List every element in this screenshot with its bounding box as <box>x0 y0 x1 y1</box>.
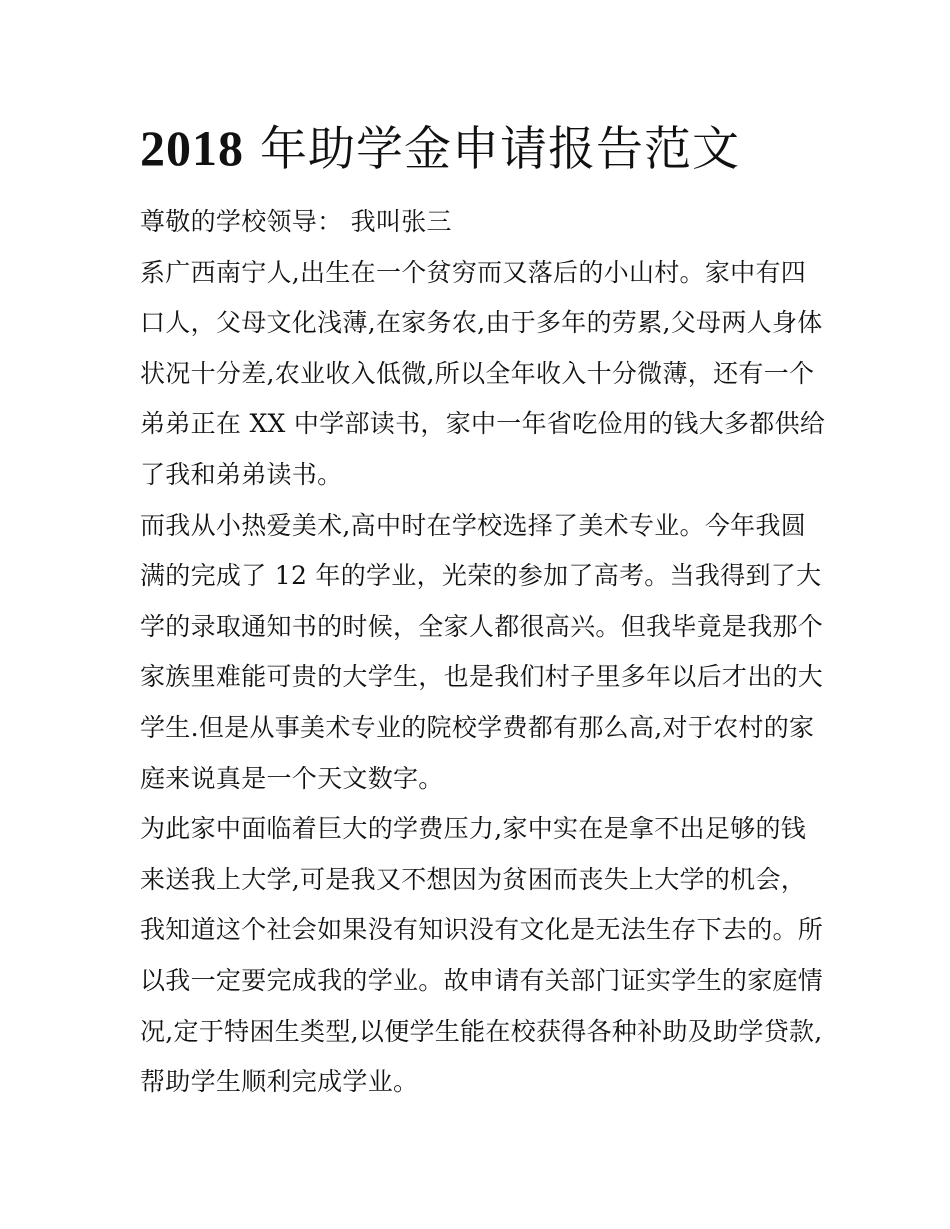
body-line: 状况十分差,农业收入低微,所以全年收入十分微薄，还有一个 <box>140 358 815 388</box>
body-line: 庭来说真是一个天文数字。 <box>140 763 444 793</box>
salutation-line: 尊敬的学校领导： 我叫张三 <box>140 207 452 236</box>
document-body <box>140 204 826 1115</box>
body-line: 学的录取通知书的时候，全家人都很高兴。但我毕竟是我那个 <box>140 611 824 641</box>
title-year: 2018 <box>140 120 244 176</box>
body-line: 满的完成了 12 年的学业，光荣的参加了高考。当我得到了大 <box>140 561 822 591</box>
body-line: 来送我上大学,可是我又不想因为贫困而丧失上大学的机会， <box>140 864 807 894</box>
body-line: 了我和弟弟读书。 <box>140 459 343 489</box>
body-line: 为此家中面临着巨大的学费压力,家中实在是拿不出足够的钱 <box>140 814 807 844</box>
body-line: 家族里难能可贵的大学生，也是我们村子里多年以后才出的大 <box>140 662 824 692</box>
body-line: 我知道这个社会如果没有知识没有文化是无法生存下去的。所 <box>140 915 824 945</box>
title-text: 年助学金申请报告范文 <box>244 122 740 177</box>
body-line: 弟弟正在 XX 中学部读书，家中一年省吃俭用的钱大多都供给 <box>140 409 826 439</box>
body-line: 以我一定要完成我的学业。故申请有关部门证实学生的家庭情 <box>140 965 824 995</box>
body-line: 口人，父母文化浅薄,在家务农,由于多年的劳累,父母两人身体 <box>140 308 823 338</box>
body-line: 而我从小热爱美术,高中时在学校选择了美术专业。今年我圆 <box>140 510 807 540</box>
body-line: 系广西南宁人,出生在一个贫穷而又落后的小山村。家中有四 <box>140 257 807 287</box>
document-title <box>140 116 740 182</box>
body-line: 况,定于特困生类型,以便学生能在校获得各种补助及助学贷款, <box>140 1016 823 1046</box>
body-line: 帮助学生顺利完成学业。 <box>140 1067 419 1097</box>
body-line: 学生.但是从事美术专业的院校学费都有那么高,对于农村的家 <box>140 712 815 742</box>
